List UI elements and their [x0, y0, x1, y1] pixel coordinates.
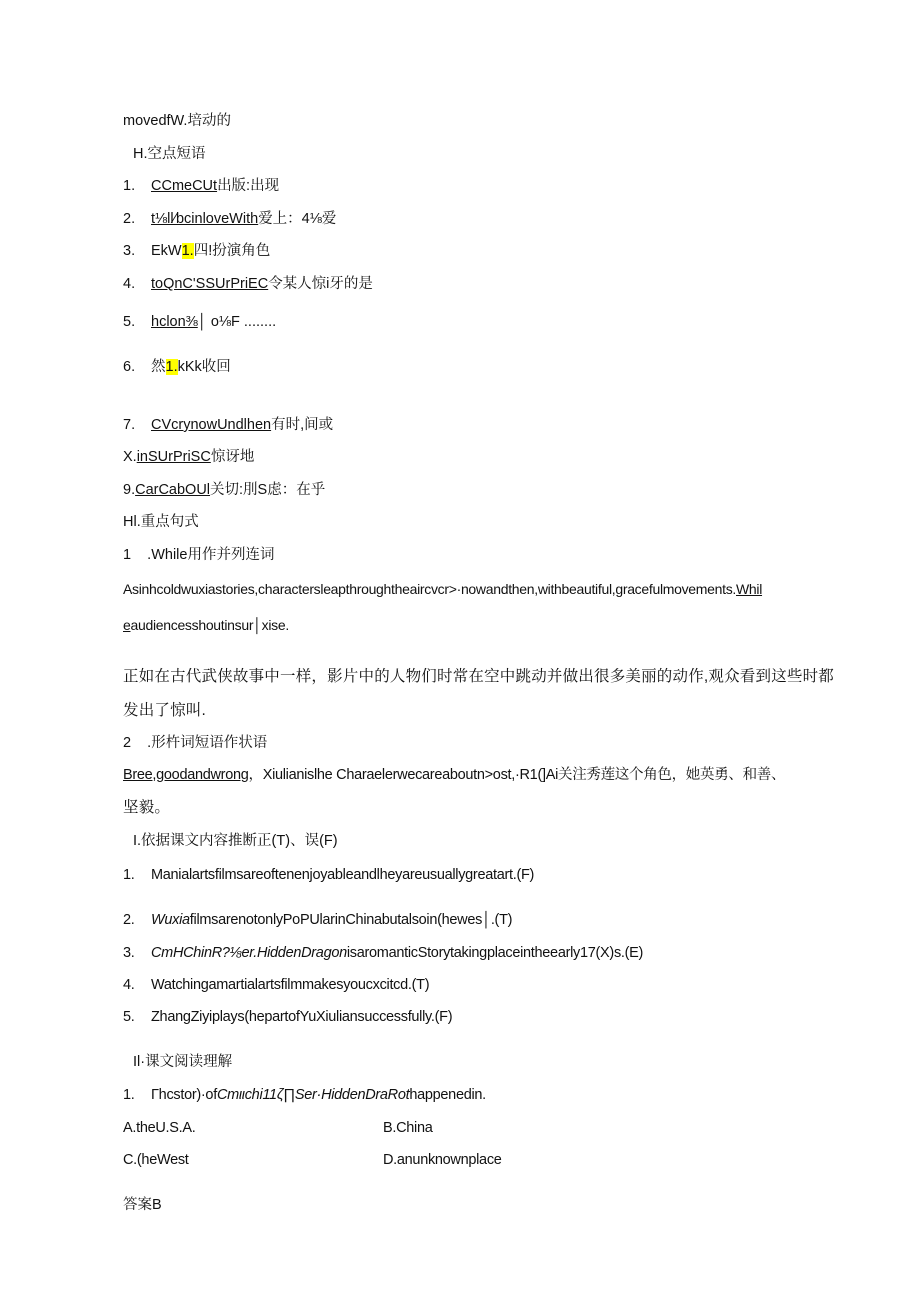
- option-c: C.(heWest: [123, 1152, 189, 1168]
- tf-text: Manialartsfilmsareoftenenjoyableandlheyareusuallygreatart.(F): [151, 867, 535, 883]
- tf-text-italic: Wuxia: [151, 912, 190, 928]
- question-text: Γhcstor)·of: [151, 1087, 217, 1103]
- tf-item-1: [123, 866, 534, 884]
- item-number: 1.: [123, 867, 135, 883]
- item-number: 5.: [123, 1009, 135, 1025]
- item-number: 2.: [123, 211, 136, 227]
- item-number: 3.: [123, 243, 136, 259]
- tf-item-5: [123, 1008, 452, 1026]
- phrase-en: CarCabOUl: [135, 482, 211, 498]
- phrase-en: CVcrynowUndlhen: [151, 417, 272, 433]
- phrase-en: EkW: [151, 243, 182, 259]
- phrase-item-8: [123, 448, 254, 466]
- question-1: [123, 1086, 486, 1104]
- phrase-zh: 出版:出现: [217, 178, 280, 194]
- question-text: happenedin.: [409, 1087, 486, 1103]
- option-a: A.theU.S.A.: [123, 1120, 196, 1136]
- sentence-1-english-cont: [123, 616, 289, 634]
- sentence-2-title: 2 .形杵词短语作状语: [123, 735, 268, 751]
- sentence-2-text-cont: 坚毅。: [123, 799, 171, 816]
- sentence-text-underlined: e: [123, 617, 131, 633]
- section-title-sentences: Hl.重点句式: [123, 514, 199, 530]
- sentence-text: audiencesshoutinsur│xise.: [130, 617, 289, 633]
- phrase-en: t⅛ll⁄bcinloveWith: [151, 211, 259, 227]
- question-text-italic: Cmιιchi11ζ∏Ser·HiddenDraRot: [216, 1087, 410, 1103]
- phrase-en: inSUrPriSC: [136, 449, 211, 465]
- item-number: 1.: [123, 178, 136, 194]
- highlight-mark: 1.: [165, 359, 178, 375]
- phrase-item-6: [123, 358, 231, 376]
- phrase-zh: 四!扮演角色: [193, 243, 271, 259]
- phrase-zh: 令某人惊i牙的是: [268, 276, 373, 292]
- option-b: B.China: [383, 1120, 433, 1136]
- phrase-zh: 有时,间或: [271, 417, 334, 433]
- option-d: D.anunknownplace: [383, 1152, 502, 1168]
- phrase-item-1: [123, 177, 279, 195]
- tf-text-italic: CmHChinR?⅛er.HiddenDragon: [151, 945, 347, 961]
- item-number: 2.: [123, 912, 135, 928]
- phrase-en: toQnC'SSUrPriEC: [151, 276, 269, 292]
- item-number: 9.: [123, 482, 136, 498]
- tf-item-3: [123, 944, 643, 962]
- tf-text: Watchingamartialartsfilmmakesyoucxcitcd.(T): [151, 977, 430, 993]
- tf-text: ZhangZiyiplays(hepartofYuXiuliansuccessfully.(F): [151, 1009, 453, 1025]
- item-number: 7.: [123, 417, 136, 433]
- item-number: X.: [123, 449, 137, 465]
- phrase-zh: │ o⅛F ........: [197, 314, 277, 330]
- phrase-en: CCmeCUt: [151, 178, 218, 194]
- phrase-zh: 关切:刖S虑：在乎: [210, 482, 326, 498]
- tf-text: filmsarenotonlyPoPUlarinChinabutalsoin(hewes│.(T): [189, 912, 513, 928]
- sentence-text: ，Xiulianislhe Charaelerwecareaboutn>ost,·R1(]Ai关注秀莲这个角色，她英勇、和善、: [248, 767, 786, 783]
- phrase-en: hclon⅜: [151, 314, 198, 330]
- sentence-1-english: [123, 580, 762, 598]
- item-number: 5.: [123, 314, 136, 330]
- item-number: 1.: [123, 1087, 135, 1103]
- sentence-1-chinese: 正如在古代武侠故事中一样，影片中的人物们时常在空中跳动并做出很多美丽的动作,观众看到这些时都: [123, 668, 835, 685]
- section-title-reading: Il·课文阅读理解: [133, 1054, 233, 1070]
- tf-item-4: [123, 976, 429, 994]
- phrase-zh: 惊讶地: [210, 449, 255, 465]
- phrase-item-2: [123, 210, 336, 228]
- phrase-item-4: [123, 275, 373, 293]
- item-number: 3.: [123, 945, 135, 961]
- sentence-text-underlined: Bree,goodandwrong: [123, 767, 249, 783]
- tf-item-2: [123, 911, 512, 929]
- sentence-2-text: [123, 766, 785, 784]
- answer: 答案B: [123, 1197, 162, 1213]
- phrase-item-9: [123, 481, 325, 499]
- phrase-zh: kKk收回: [177, 359, 231, 375]
- highlight-mark: 1.: [181, 243, 194, 259]
- section-title-phrases: H.空点短语: [133, 146, 206, 162]
- item-number: 4.: [123, 276, 136, 292]
- item-number: 6.: [123, 359, 136, 375]
- phrase-item-7: [123, 416, 333, 434]
- phrase-en: 然: [151, 359, 166, 375]
- sentence-1-chinese-cont: 发出了惊叫.: [123, 702, 207, 719]
- sentence-1-title: 1 .While用作并列连词: [123, 547, 275, 563]
- sentence-text: Asinhcoldwuxiastories,charactersleapthroughtheaircvcr>·nowandthen,withbeautiful,gracefulmovements.: [123, 581, 737, 597]
- phrase-item-5: [123, 313, 276, 331]
- top-line: movedfW.培动的: [123, 113, 231, 129]
- sentence-text-underlined: Whil: [736, 581, 763, 597]
- phrase-zh: 爱上：4⅛爱: [258, 211, 337, 227]
- section-title-true-false: I.依据课文内容推断正(T)、误(F): [133, 833, 338, 849]
- tf-text: isaromanticStorytakingplaceintheearly17(X)s.(E): [346, 945, 644, 961]
- phrase-item-3: [123, 242, 270, 260]
- item-number: 4.: [123, 977, 135, 993]
